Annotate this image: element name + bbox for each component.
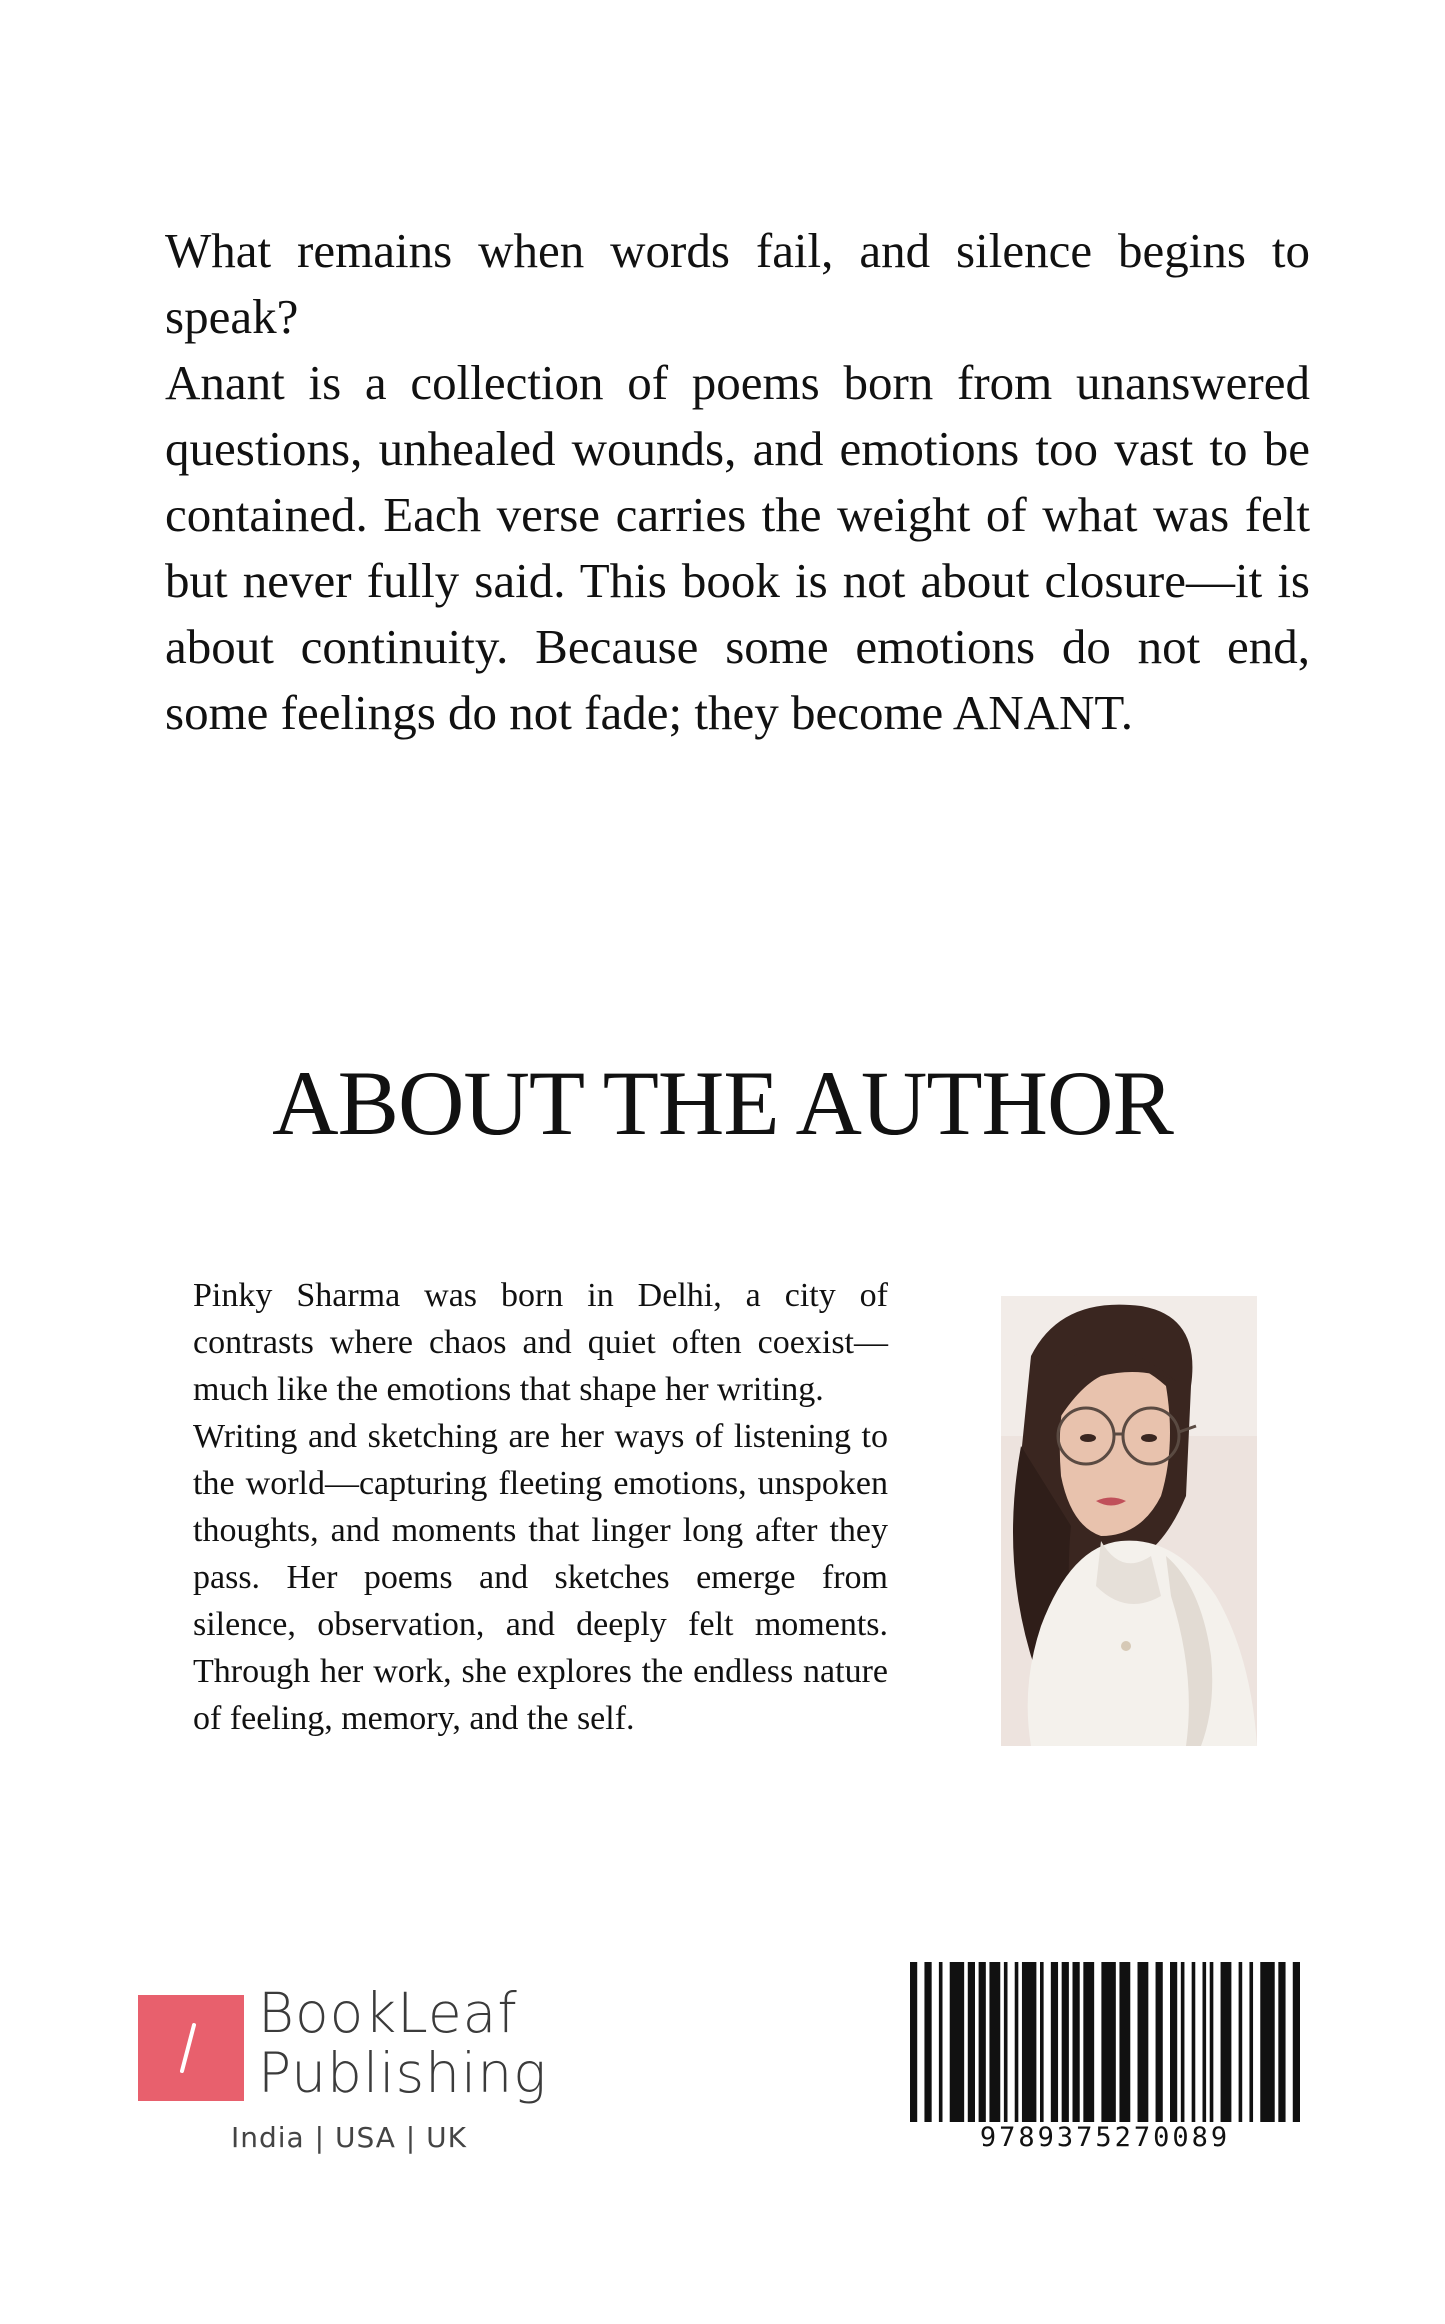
barcode-bar [1249,1962,1253,2122]
barcode-bar [1203,1962,1207,2122]
publisher-name [258,1983,558,2103]
barcode-bar [1040,1962,1044,2122]
barcode-bar [1181,1962,1185,2122]
blurb-body: Anant is a collection of poems born from unanswered questions, unhealed wounds, and emotions too vast to be contained. Each verse carries the weight of what was felt but never fully said. This book is not about closure—it is about continuity. Because some emotions do not end, some feelings do not fade; they become ANANT. [165,355,1310,740]
barcode-bar [1156,1962,1163,2122]
author-portrait-illustration [1001,1296,1257,1746]
barcode-bar [950,1962,964,2122]
barcode-bar [1051,1962,1058,2122]
barcode-bar [1004,1962,1008,2122]
barcode-bar [1083,1962,1094,2122]
barcode-bar [979,1962,986,2122]
publisher-name-line-1: BookLeaf [258,1981,518,2045]
barcode-bar [939,1962,943,2122]
barcode-bar [1170,1962,1177,2122]
publisher-regions: India | USA | UK [231,2121,467,2154]
barcode-bar [924,1962,931,2122]
barcode-bar [1293,1962,1300,2122]
barcode-bar [1221,1962,1232,2122]
barcode-bar [1278,1962,1285,2122]
barcode-bar [1138,1962,1149,2122]
barcode-bar [1101,1962,1115,2122]
barcode-bar [1192,1962,1196,2122]
author-photo [1001,1296,1257,1746]
barcode-bar [1062,1962,1069,2122]
barcode-bar [1260,1962,1274,2122]
isbn-number: 9789375270089 [979,2122,1231,2153]
barcode-bar [1119,1962,1130,2122]
author-bio-paragraph-1: Pinky Sharma was born in Delhi, a city of contrasts where chaos and quiet often coexist—much like the emotions that shape her writing. [193,1277,888,1408]
barcode-bar [910,1962,917,2122]
author-bio-paragraph-2: Writing and sketching are her ways of listening to the world—capturing fleeting emotions, unspoken thoughts, and moments that linger long after they pass. Her poems and sketches emerge from silence, observation, and deeply felt moments. Through her work, she explores the endless nature of feeling, memory, and the self. [193,1418,888,1737]
barcode-bar [1073,1962,1080,2122]
barcode-bar [989,1962,1000,2122]
back-cover-blurb [165,218,1310,746]
publisher-logo-mark [138,1995,244,2101]
barcode-bar [1015,1962,1019,2122]
barcode-bar [1239,1962,1243,2122]
isbn-barcode [910,1962,1300,2122]
blurb-question: What remains when words fail, and silence begins to speak? [165,223,1310,344]
barcode-bar [1022,1962,1036,2122]
author-bio [193,1272,888,1742]
barcode-bar [1210,1962,1214,2122]
slash-icon [138,1995,244,2101]
publisher-name-line-2: Publishing [258,2041,548,2105]
barcode-bar [968,1962,975,2122]
about-author-heading: ABOUT THE AUTHOR [272,1052,1173,1154]
